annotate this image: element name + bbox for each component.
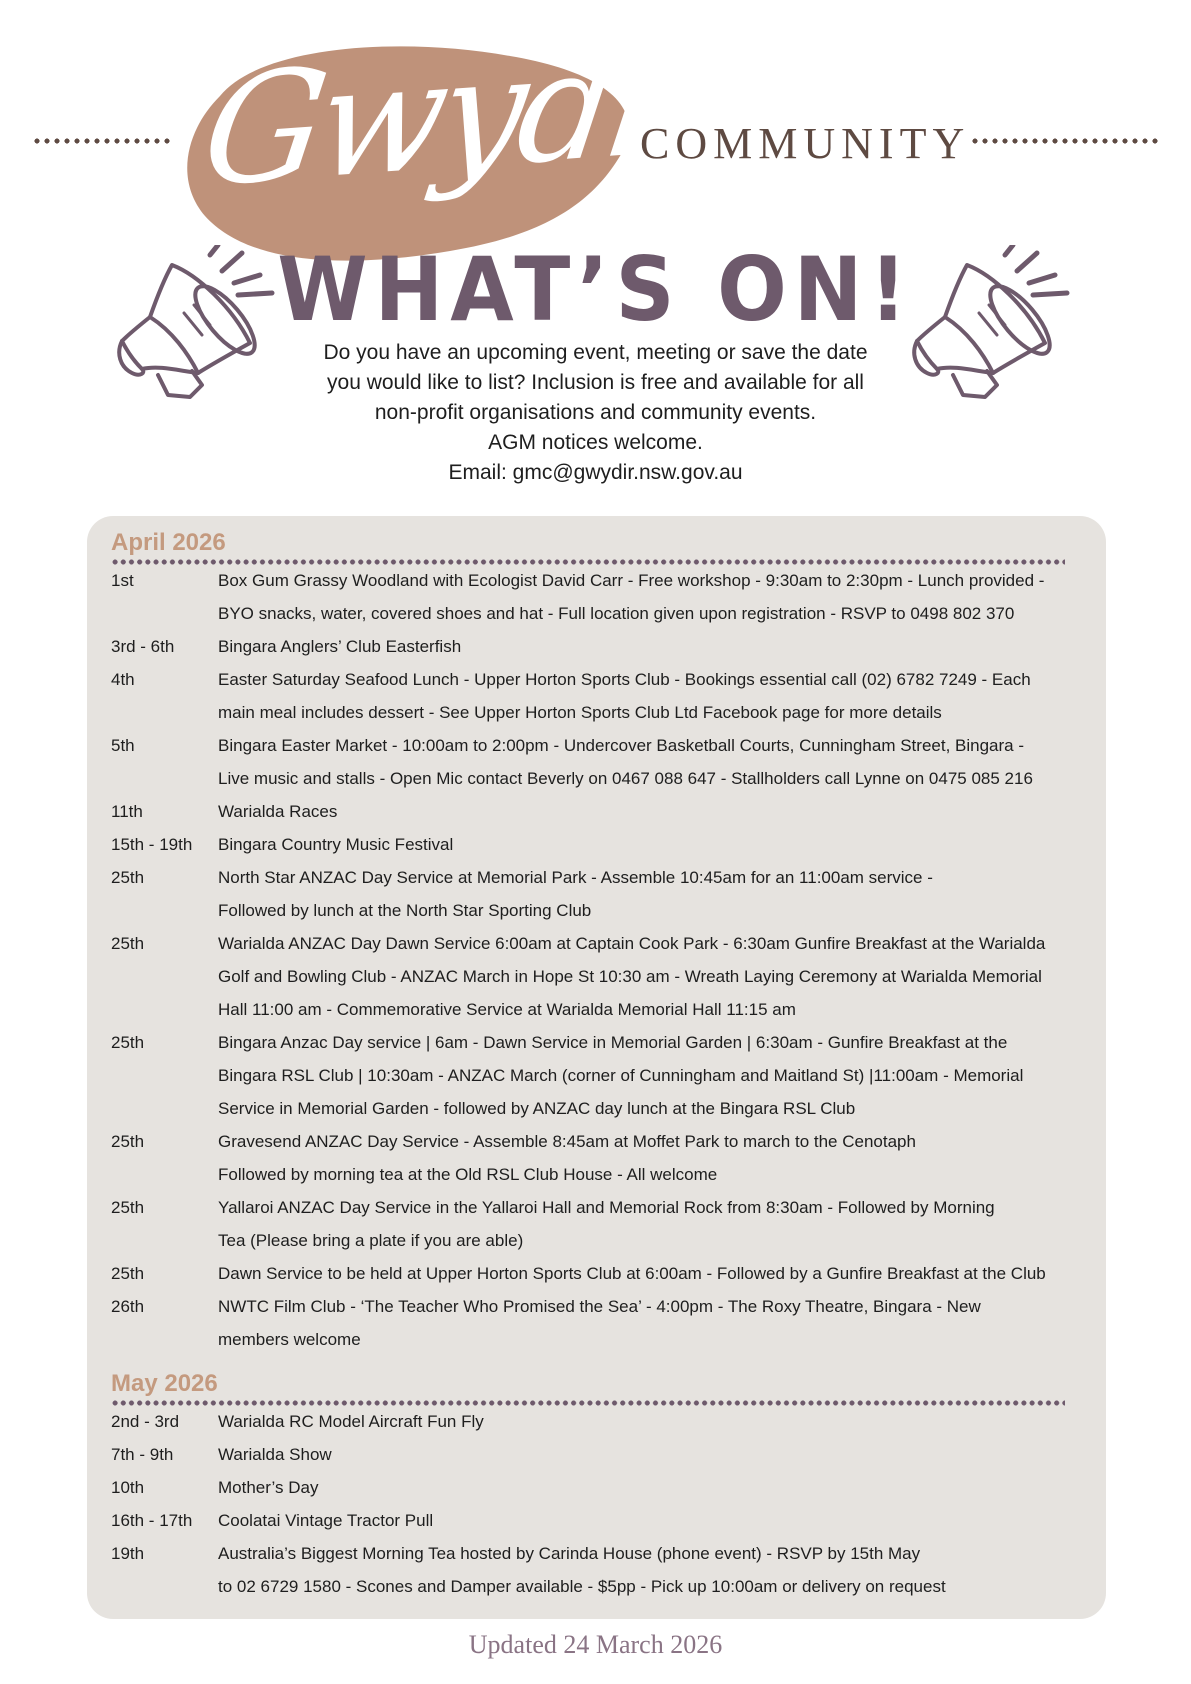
month-heading-april — [111, 528, 226, 558]
event-description: NWTC Film Club - ‘The Teacher Who Promised the Sea’ - 4:00pm - The Roxy Theatre, Bingara - New members welcome — [218, 1297, 981, 1349]
event-date: 25th — [111, 868, 145, 887]
contact-email: Email: gmc@gwydir.nsw.gov.au — [448, 461, 743, 484]
event-date: 5th — [111, 736, 135, 755]
event-description: Gravesend ANZAC Day Service - Assemble 8:45am at Moffet Park to march to the Cenotaph Followed by morning tea at the Old RSL Club House - All welcome — [218, 1132, 916, 1184]
month-title: April 2026 — [111, 529, 226, 556]
event-date: 10th — [111, 1478, 145, 1497]
event-row — [111, 861, 1091, 927]
event-date: 1st — [111, 571, 134, 590]
intro-line: AGM notices welcome. — [488, 431, 703, 454]
intro-line: Do you have an upcoming event, meeting or save the date — [323, 341, 868, 364]
event-date: 3rd - 6th — [111, 637, 175, 656]
event-date: 25th — [111, 1198, 145, 1217]
event-date: 2nd - 3rd — [111, 1412, 180, 1431]
dotted-divider-right — [970, 138, 1160, 144]
page-headline: WHAT’S ON! — [277, 239, 914, 342]
event-row — [111, 1471, 1091, 1504]
event-row — [111, 564, 1091, 630]
event-date: 11th — [111, 802, 143, 821]
event-description: Bingara Country Music Festival — [218, 835, 454, 854]
logo-script-title: Gwydir — [193, 9, 730, 221]
event-date: 25th — [111, 1033, 145, 1052]
intro-line: non-profit organisations and community events. — [374, 401, 817, 424]
event-description: Bingara Anzac Day service | 6am - Dawn Service in Memorial Garden | 6:30am - Gunfire Breakfast at the Bingara RSL Club | 10:30am - ANZAC March (corner of Cunningham and Maitland St) |11:00am - Memorial Service in Memorial Garden - followed by ANZAC day lunch at the Bingara RSL Club — [218, 1033, 1024, 1118]
event-date: 25th — [111, 1264, 145, 1283]
event-row — [111, 663, 1091, 729]
month-title: May 2026 — [111, 1370, 218, 1397]
event-row — [111, 795, 1091, 828]
events-panel — [87, 516, 1106, 1619]
event-date: 15th - 19th — [111, 835, 193, 854]
event-row — [111, 1026, 1091, 1125]
april-event-list — [111, 564, 1091, 1356]
event-row — [111, 630, 1091, 663]
month-heading-may — [111, 1369, 218, 1399]
event-description: Australia’s Biggest Morning Tea hosted by Carinda House (phone event) - RSVP by 15th May to 02 6729 1580 - Scones and Damper available - $5pp - Pick up 10:00am or delivery on request — [218, 1544, 946, 1596]
event-description: Box Gum Grassy Woodland with Ecologist David Carr - Free workshop - 9:30am to 2:30pm - Lunch provided - BYO snacks, water, covered shoes and hat - Full location given upon registration - RSVP to 0498 802 370 — [218, 571, 1045, 623]
event-row — [111, 1125, 1091, 1191]
event-description: North Star ANZAC Day Service at Memorial Park - Assemble 10:45am for an 11:00am service - Followed by lunch at the North Star Sporting Club — [218, 868, 933, 920]
event-row — [111, 1405, 1091, 1438]
event-description: Warialda Show — [218, 1445, 332, 1464]
event-date: 4th — [111, 670, 135, 689]
event-description: Warialda ANZAC Day Dawn Service 6:00am at Captain Cook Park - 6:30am Gunfire Breakfast at the Warialda Golf and Bowling Club - ANZAC March in Hope St 10:30 am - Wreath Laying Ceremony at Warialda Memorial Hall 11:00 am - Commemorative Service at Warialda Memorial Hall 11:15 am — [218, 934, 1046, 1019]
updated-date: Updated 24 March 2026 — [468, 1630, 723, 1659]
event-date: 7th - 9th — [111, 1445, 174, 1464]
dotted-divider-left — [32, 138, 172, 144]
may-event-list — [111, 1405, 1091, 1603]
event-row — [111, 729, 1091, 795]
event-description: Bingara Anglers’ Club Easterfish — [218, 637, 462, 656]
event-description: Bingara Easter Market - 10:00am to 2:00pm - Undercover Basketball Courts, Cunningham Street, Bingara - Live music and stalls - Open Mic contact Beverly on 0467 088 647 - Stallholders call Lynne on 0475 085 216 — [218, 736, 1033, 788]
event-description: Warialda Races — [218, 802, 338, 821]
event-description: Dawn Service to be held at Upper Horton Sports Club at 6:00am - Followed by a Gunfire Breakfast at the Club — [218, 1264, 1046, 1283]
event-row — [111, 1504, 1091, 1537]
event-description: Warialda RC Model Aircraft Fun Fly — [218, 1412, 484, 1431]
event-date: 25th — [111, 934, 145, 953]
event-row — [111, 1290, 1091, 1356]
event-date: 25th — [111, 1132, 145, 1151]
event-row — [111, 828, 1091, 861]
event-description: Mother’s Day — [218, 1478, 319, 1497]
header — [0, 0, 1191, 520]
event-row — [111, 927, 1091, 1026]
event-row — [111, 1537, 1091, 1603]
intro-text — [240, 338, 951, 488]
logo-community-label: COMMUNITY — [640, 119, 971, 168]
event-date: 19th — [111, 1544, 145, 1563]
event-row — [111, 1438, 1091, 1471]
event-date: 16th - 17th — [111, 1511, 193, 1530]
event-date: 26th — [111, 1297, 145, 1316]
event-description: Coolatai Vintage Tractor Pull — [218, 1511, 434, 1530]
event-description: Yallaroi ANZAC Day Service in the Yallaroi Hall and Memorial Rock from 8:30am - Followed by Morning Tea (Please bring a plate if you are able) — [218, 1198, 995, 1250]
event-row — [111, 1257, 1091, 1290]
event-description: Easter Saturday Seafood Lunch - Upper Horton Sports Club - Bookings essential call (02) 6782 7249 - Each main meal includes dessert - See Upper Horton Sports Club Ltd Facebook page for more details — [218, 670, 1031, 722]
intro-line: you would like to list? Inclusion is free and available for all — [327, 371, 864, 394]
event-row — [111, 1191, 1091, 1257]
